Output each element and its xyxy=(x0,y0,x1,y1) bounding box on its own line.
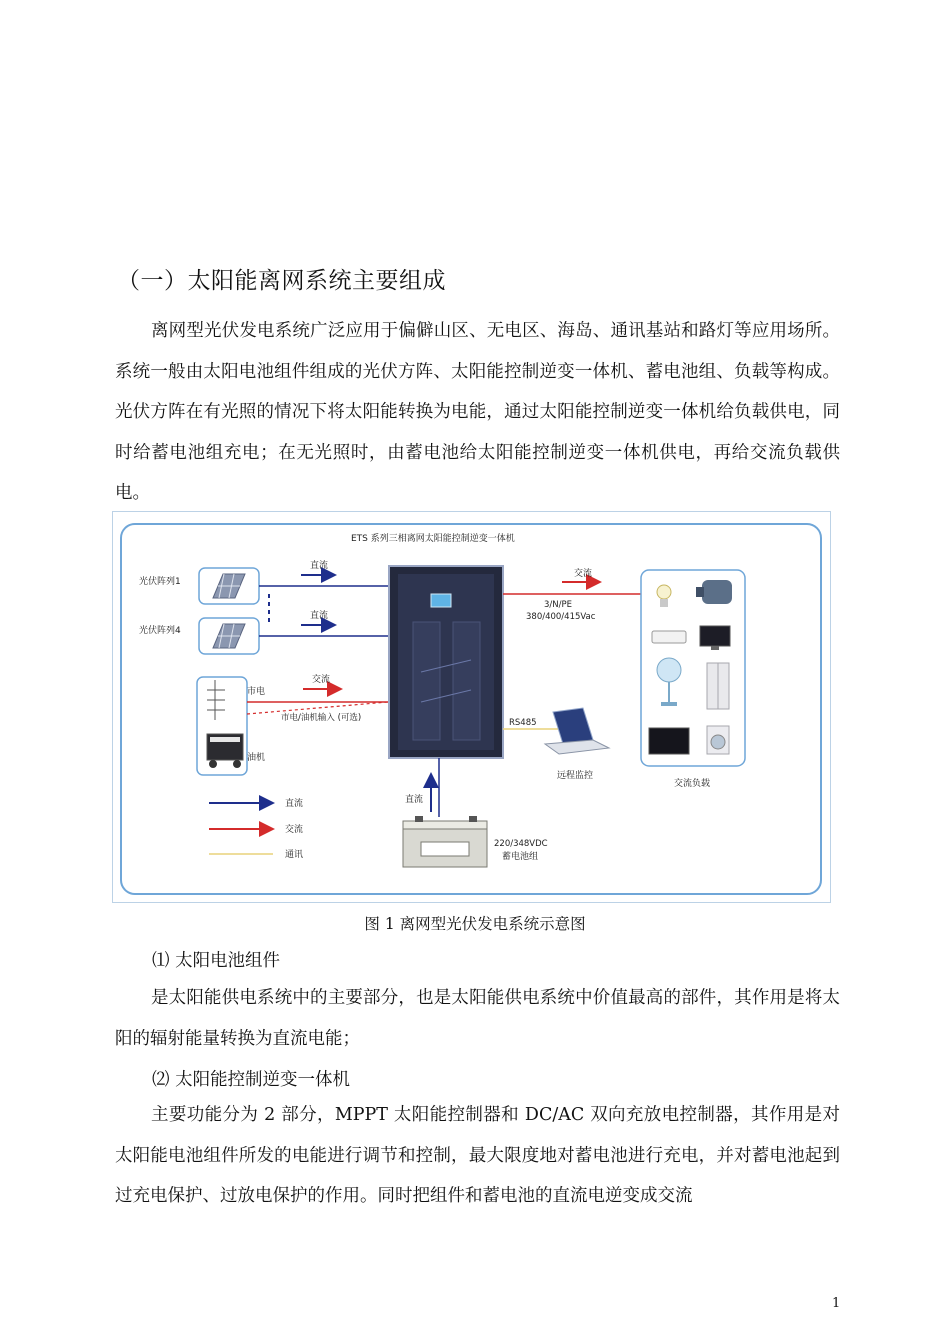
figure-caption: 图 1 离网型光伏发电系统示意图 xyxy=(364,915,586,933)
legend-dc-label: 直流 xyxy=(285,799,304,809)
air-conditioner-icon xyxy=(652,631,686,643)
dc-battery-label: 直流 xyxy=(405,795,424,805)
rs485-label: RS485 xyxy=(509,718,537,728)
remote-monitor-label: 远程监控 xyxy=(557,771,594,781)
page-number: 1 xyxy=(832,1296,841,1311)
pv-array-4-label: 光伏阵列4 xyxy=(139,626,181,636)
battery-label: 蓄电池组 xyxy=(502,852,539,862)
diagram-title: ETS 系列三相离网太阳能控制逆变一体机 xyxy=(351,534,515,544)
mains-input-label: 市电/油机输入 (可选) xyxy=(281,713,362,723)
dc-label-2: 直流 xyxy=(310,611,329,621)
battery-icon xyxy=(403,816,487,867)
section-1-title: ⑴ 太阳电池组件 xyxy=(152,951,281,971)
dc-label-1: 直流 xyxy=(310,561,329,571)
section-2-title: ⑵ 太阳能控制逆变一体机 xyxy=(152,1070,351,1090)
inverter-cabinet xyxy=(389,566,503,758)
mains-label: 市电 xyxy=(247,687,266,697)
tv-icon xyxy=(649,728,689,754)
legend-ac-label: 交流 xyxy=(285,825,304,835)
laptop-icon xyxy=(545,708,609,754)
section-2-body: 主要功能分为 2 部分，MPPT 太阳能控制器和 DC/AC 双向充放电控制器，其作用是对太阳能电池组件所发的电能进行调节和控制，最大限度地对蓄电池进行充电，并对蓄电池起到过充电保护、过放电保护的作用。同时把组件和蓄电池的直流电逆变成交流 xyxy=(115,1105,840,1206)
ac-out-label: 交流 xyxy=(574,569,593,579)
pv-array-1-label: 光伏阵列1 xyxy=(139,577,181,587)
heading-text: （一）太阳能离网系统主要组成 xyxy=(117,268,446,294)
section-1-body: 是太阳能供电系统中的主要部分，也是太阳能供电系统中价值最高的部件，其作用是将太阳的辐射能量转换为直流电能； xyxy=(115,988,840,1049)
refrigerator-icon xyxy=(707,663,729,709)
legend-comm-label: 通讯 xyxy=(285,850,304,860)
generator-label: 油机 xyxy=(247,753,266,763)
ac-in-label: 交流 xyxy=(312,675,331,685)
ac-load-label: 交流负载 xyxy=(674,779,711,789)
system-diagram xyxy=(112,511,831,903)
ac-spec-2: 380/400/415Vac xyxy=(526,612,596,622)
section-heading xyxy=(117,262,446,295)
computer-icon xyxy=(700,626,730,650)
battery-spec: 220/348VDC xyxy=(494,839,548,849)
intro-paragraph: 离网型光伏发电系统广泛应用于偏僻山区、无电区、海岛、通讯基站和路灯等应用场所。系统一般由太阳电池组件组成的光伏方阵、太阳能控制逆变一体机、蓄电池组、负载等构成。光伏方阵在有光照的情况下将太阳能转换为电能，通过太阳能控制逆变一体机给负载供电，同时给蓄电池组充电；在无光照时，由蓄电池给太阳能控制逆变一体机供电，再给交流负载供电。 xyxy=(115,321,840,503)
washing-machine-icon xyxy=(707,726,729,754)
ac-spec-1: 3/N/PE xyxy=(544,600,572,610)
diagram-legend xyxy=(209,797,303,860)
